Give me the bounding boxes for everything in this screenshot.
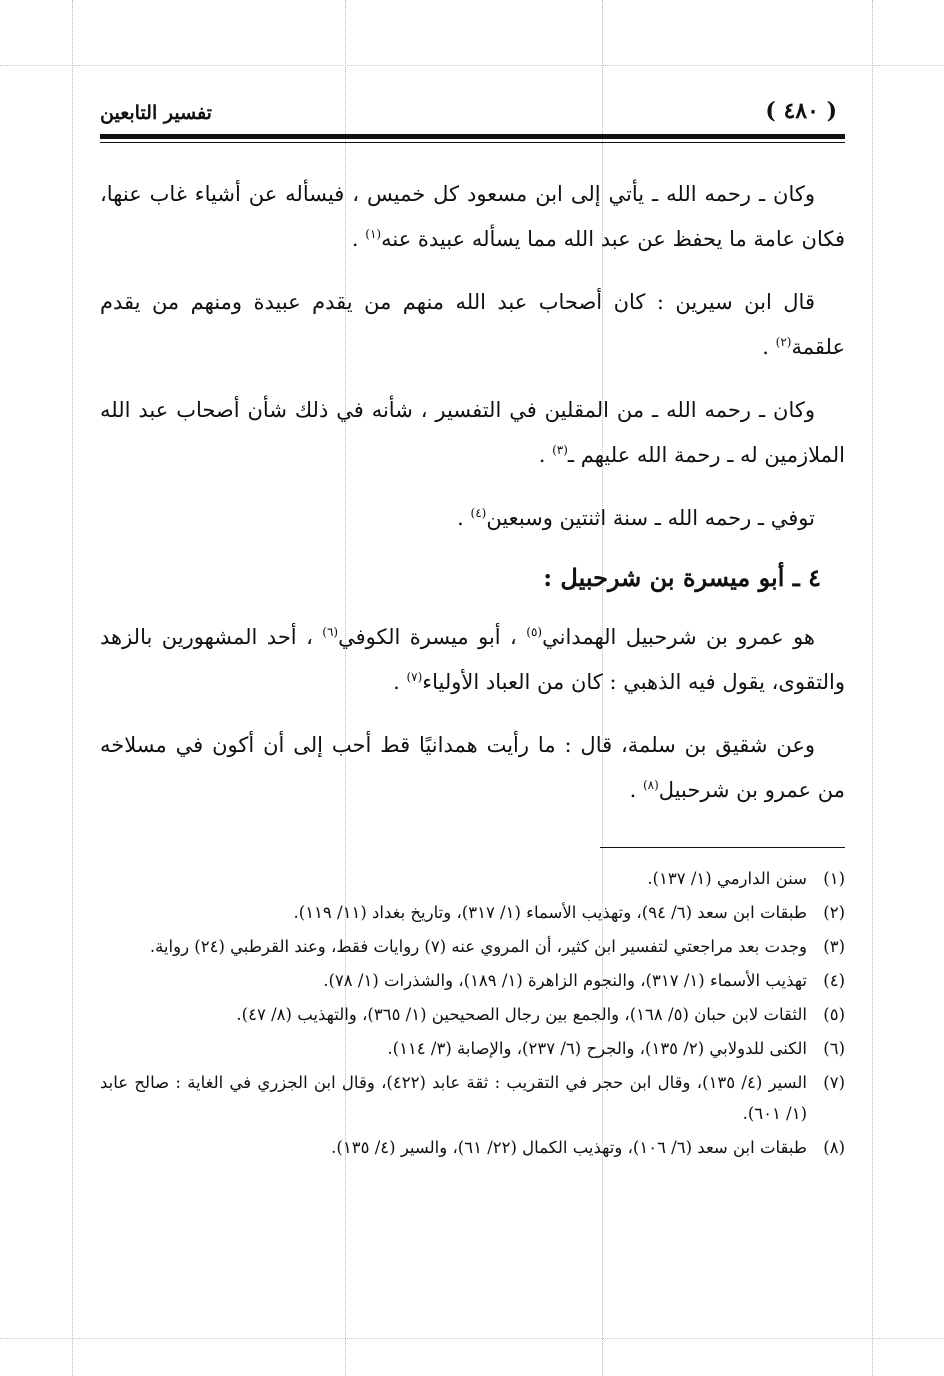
footnote-number: (٢): [823, 903, 845, 922]
footnote: [100, 931, 845, 962]
footnote: [100, 863, 845, 894]
footnote-text: الثقات لابن حبان (٥/ ١٦٨)، والجمع بين رجال الصحيحين (١/ ٣٦٥)، والتهذيب (٨/ ٤٧).: [236, 1005, 807, 1024]
footnote-ref[interactable]: (٤): [470, 506, 487, 520]
footnote-number: (٧): [823, 1073, 845, 1092]
scan-guide-line: [0, 1338, 944, 1339]
footnote-text: طبقات ابن سعد (٦/ ١٠٦)، وتهذيب الكمال (٢٢/ ٦١)، والسير (٤/ ١٣٥).: [331, 1138, 807, 1157]
footnote-ref[interactable]: (٢): [775, 335, 792, 349]
footnote-number: (٦): [823, 1039, 845, 1058]
footnote-ref[interactable]: (٧): [406, 670, 423, 684]
paragraph: قال ابن سيرين : كان أصحاب عبد الله منهم من يقدم عبيدة ومنهم من يقدم علقمة$^{(٢)}$ .: [100, 290, 845, 359]
footnote-number: (٨): [823, 1138, 845, 1157]
paragraph: وكان ـ رحمه الله ـ يأتي إلى ابن مسعود كل خميس ، فيسأله عن أشياء غاب عنها، فكان عامة ما يحفظ عن عبد الله مما يسأله عبيدة عنه$^{(١)}$ .: [100, 182, 845, 251]
footnote: [100, 1132, 845, 1163]
footnote-number: (٣): [823, 937, 845, 956]
footnote-number: (٤): [823, 971, 845, 990]
footnote-number: (١): [823, 869, 845, 888]
footnote-divider: [600, 847, 845, 848]
footnotes-list: [100, 863, 845, 1166]
footnote: [100, 965, 845, 996]
footnote-text: الكنى للدولابي (٢/ ١٣٥)، والجرح (٦/ ٢٣٧)، والإصابة (٣/ ١١٤).: [387, 1039, 807, 1058]
footnote-ref[interactable]: (٥): [526, 625, 543, 639]
main-text: [100, 172, 845, 831]
footnote-ref[interactable]: (٣): [552, 443, 568, 457]
header-rule: [100, 142, 845, 143]
running-title: تفسير التابعين: [100, 102, 212, 124]
footnote-text: وجدت بعد مراجعتي لتفسير ابن كثير، أن المروي عنه (٧) روايات فقط، وعند القرطبي (٢٤) رواية.: [149, 937, 807, 956]
paragraph: هو عمرو بن شرحبيل الهمداني$^{(٥)}$ ، أبو ميسرة الكوفي$^{(٦)}$ ، أحد المشهورين بالزهد والتقوى، يقول فيه الذهبي : كان من العباد الأولياء$^{(٧)}$ .: [100, 625, 845, 694]
footnote-ref[interactable]: (٨): [642, 778, 659, 792]
header-rule: [100, 134, 845, 139]
footnote-number: (٥): [823, 1005, 845, 1024]
section-heading: ٤ ـ أبو ميسرة بن شرحبيل :: [543, 563, 821, 592]
scan-guide-line: [872, 0, 873, 1376]
footnote: [100, 999, 845, 1030]
footnote-text: طبقات ابن سعد (٦/ ٩٤)، وتهذيب الأسماء (١/ ٣١٧)، وتاريخ بغداد (١١/ ١١٩).: [293, 903, 807, 922]
paragraph: توفي ـ رحمه الله ـ سنة اثنتين وسبعين$^{(٤)}$ .: [457, 506, 815, 530]
footnote-text: السير (٤/ ١٣٥)، وقال ابن حجر في التقريب : ثقة عابد (٤٢٢)، وقال ابن الجزري في الغاية : صالح عابد (١/ ٦٠١).: [100, 1073, 807, 1123]
paragraph: وعن شقيق بن سلمة، قال : ما رأيت همدانيًا قط أحب إلى أن أكون في مسلاخه من عمرو بن شرحبيل$^{(٨)}$ .: [100, 733, 845, 802]
footnote: [100, 1067, 845, 1129]
footnote: [100, 897, 845, 928]
book-page: [100, 90, 845, 1157]
footnote-ref[interactable]: (١): [365, 227, 382, 241]
page-header: [100, 90, 845, 132]
page-number: ( ٤٨٠ ): [765, 98, 837, 124]
footnote-text: سنن الدارمي (١/ ١٣٧).: [647, 869, 807, 888]
scan-guide-line: [72, 0, 73, 1376]
paragraph: وكان ـ رحمه الله ـ من المقلين في التفسير ، شأنه في ذلك شأن أصحاب عبد الله الملازمين له ـ رحمة الله عليهم ـ$^{(٣)}$ .: [100, 398, 845, 467]
scan-guide-line: [0, 65, 944, 66]
footnote: [100, 1033, 845, 1064]
footnote-text: تهذيب الأسماء (١/ ٣١٧)، والنجوم الزاهرة (١/ ١٨٩)، والشذرات (١/ ٧٨).: [323, 971, 807, 990]
footnote-ref[interactable]: (٦): [322, 625, 339, 639]
